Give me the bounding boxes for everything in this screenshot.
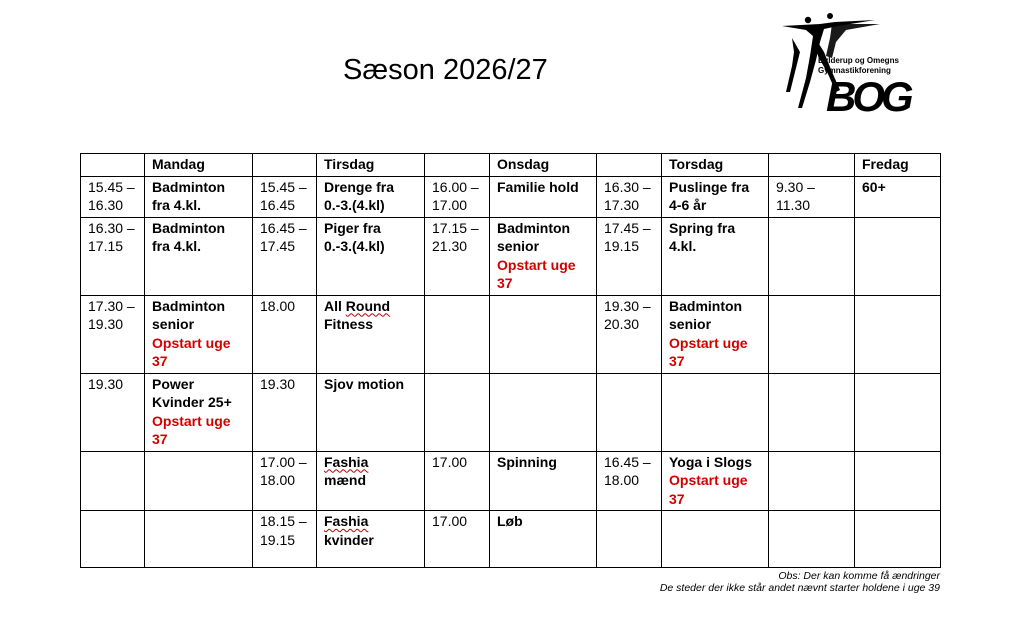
time-cell [769, 511, 855, 568]
page-title: Sæson 2026/27 [343, 54, 548, 86]
activity-name: Spring fra 4.kl. [669, 219, 736, 254]
time-cell [81, 511, 145, 568]
start-week-note: Opstart uge 37 [669, 334, 748, 369]
day-header-4: Fredag [855, 154, 941, 177]
activity-name: Sjov motion [324, 375, 405, 392]
table-row [81, 373, 941, 451]
time-cell [769, 217, 855, 295]
activity-name: Yoga i Slogs [669, 453, 752, 470]
day-header-0: Mandag [145, 154, 253, 177]
time-cell [597, 176, 662, 217]
start-week-note: Opstart uge 37 [497, 256, 576, 291]
start-week-note: Opstart uge 37 [152, 334, 231, 369]
day-header-1: Tirsdag [317, 154, 425, 177]
activity-cell [855, 176, 941, 217]
activity-name: Badminton fra 4.kl. [152, 178, 226, 213]
activity-cell [490, 176, 597, 217]
time-header-cell [769, 154, 855, 177]
start-week-note: Opstart uge 37 [152, 412, 231, 447]
time-cell [81, 176, 145, 217]
activity-cell [145, 176, 253, 217]
time-slot: 16.30 – 17.15 [88, 219, 135, 254]
time-slot: 19.30 [260, 375, 296, 392]
spellcheck-marked-word: Fashia [324, 453, 369, 470]
activity-cell [855, 451, 941, 511]
table-row [81, 176, 941, 217]
activity-cell [662, 511, 769, 568]
footer-notes [660, 570, 940, 594]
table-row [81, 295, 941, 373]
time-cell [81, 217, 145, 295]
club-logo [780, 12, 940, 120]
time-cell [81, 373, 145, 451]
time-cell [769, 451, 855, 511]
activity-name: Løb [497, 513, 523, 529]
activity-cell [145, 511, 253, 568]
time-slot: 19.30 – 20.30 [604, 297, 651, 332]
time-slot: 18.15 – 19.15 [260, 513, 307, 548]
time-cell [253, 217, 317, 295]
activity-cell [317, 176, 425, 217]
activity-name: Spinning [497, 453, 557, 470]
time-slot: 17.00 – 18.00 [260, 453, 307, 488]
time-slot: 9.30 – 11.30 [776, 178, 815, 213]
activity-name: Badminton senior [669, 297, 743, 332]
time-cell [769, 295, 855, 373]
time-slot: 16.30 – 17.30 [604, 178, 651, 213]
activity-name: Familie hold [497, 178, 579, 195]
activity-cell [145, 217, 253, 295]
table-row [81, 217, 941, 295]
time-slot: 18.00 [260, 297, 296, 314]
time-slot: 15.45 – 16.45 [260, 178, 307, 213]
time-slot: 17.00 [432, 453, 468, 470]
activity-name: Badminton senior [497, 219, 571, 254]
activity-cell [490, 373, 597, 451]
time-header-cell [425, 154, 490, 177]
activity-cell [145, 451, 253, 511]
club-name: Bylderup og Omegns Gymnastikforening [818, 56, 899, 75]
activity-name: All Round Fitness [324, 297, 391, 332]
time-cell [425, 451, 490, 511]
activity-cell [317, 511, 425, 568]
time-cell [253, 373, 317, 451]
activity-name: 60+ [862, 178, 886, 195]
time-slot: 17.15 – 21.30 [432, 219, 479, 254]
activity-cell [317, 451, 425, 511]
activity-cell [855, 511, 941, 568]
time-cell [253, 176, 317, 217]
activity-cell [662, 176, 769, 217]
activity-cell [317, 295, 425, 373]
activity-cell [145, 295, 253, 373]
table-row [81, 451, 941, 511]
footer-note-start-week: De steder der ikke står andet nævnt starter holdene i uge 39 [659, 582, 940, 594]
activity-cell [662, 373, 769, 451]
activity-cell [317, 217, 425, 295]
time-slot: 19.30 [88, 375, 124, 392]
activity-cell [855, 295, 941, 373]
time-cell [597, 217, 662, 295]
activity-cell [490, 295, 597, 373]
activity-name: Fashia kvinder [324, 513, 374, 548]
time-header-cell [81, 154, 145, 177]
activity-cell [490, 451, 597, 511]
activity-name: Badminton fra 4.kl. [152, 219, 226, 254]
time-slot: 16.45 – 17.45 [260, 219, 307, 254]
time-cell [425, 373, 490, 451]
time-cell [597, 295, 662, 373]
table-row [81, 511, 941, 568]
activity-cell [490, 511, 597, 568]
time-cell [597, 373, 662, 451]
activity-cell [855, 373, 941, 451]
activity-cell [145, 373, 253, 451]
time-cell [425, 511, 490, 568]
time-slot: 17.30 – 19.30 [88, 297, 135, 332]
activity-name: Drenge fra 0.-3.(4.kl) [324, 178, 395, 213]
activity-name: Piger fra 0.-3.(4.kl) [324, 219, 385, 254]
day-header-2: Onsdag [490, 154, 597, 177]
time-header-cell [597, 154, 662, 177]
spellcheck-marked-word: Fashia [324, 513, 369, 529]
start-week-note: Opstart uge 37 [669, 472, 748, 507]
activity-name: Badminton senior [152, 297, 226, 332]
schedule-table [80, 153, 941, 568]
activity-name: Puslinge fra 4-6 år [669, 178, 750, 213]
time-cell [425, 217, 490, 295]
activity-cell [317, 373, 425, 451]
time-slot: 15.45 – 16.30 [88, 178, 135, 213]
activity-cell [855, 217, 941, 295]
time-slot: 16.00 – 17.00 [432, 178, 479, 213]
time-cell [597, 451, 662, 511]
time-header-cell [253, 154, 317, 177]
time-cell [81, 451, 145, 511]
activity-cell [662, 217, 769, 295]
activity-name: Power Kvinder 25+ [152, 375, 232, 410]
activity-cell [662, 451, 769, 511]
time-cell [769, 176, 855, 217]
footer-note-changes: Obs: Der kan komme få ændringer [778, 570, 940, 582]
time-cell [253, 511, 317, 568]
time-cell [597, 511, 662, 568]
time-slot: 17.00 [432, 513, 468, 529]
header-row [81, 154, 941, 177]
time-cell [769, 373, 855, 451]
time-cell [425, 295, 490, 373]
day-header-3: Torsdag [662, 154, 769, 177]
time-slot: 16.45 – 18.00 [604, 453, 651, 488]
time-slot: 17.45 – 19.15 [604, 219, 651, 254]
time-cell [425, 176, 490, 217]
club-logo-mark: BOG [826, 73, 910, 120]
activity-name: Fashia mænd [324, 453, 369, 488]
spellcheck-marked-word: Round [345, 297, 391, 314]
time-cell [81, 295, 145, 373]
activity-cell [490, 217, 597, 295]
time-cell [253, 451, 317, 511]
activity-cell [662, 295, 769, 373]
time-cell [253, 295, 317, 373]
